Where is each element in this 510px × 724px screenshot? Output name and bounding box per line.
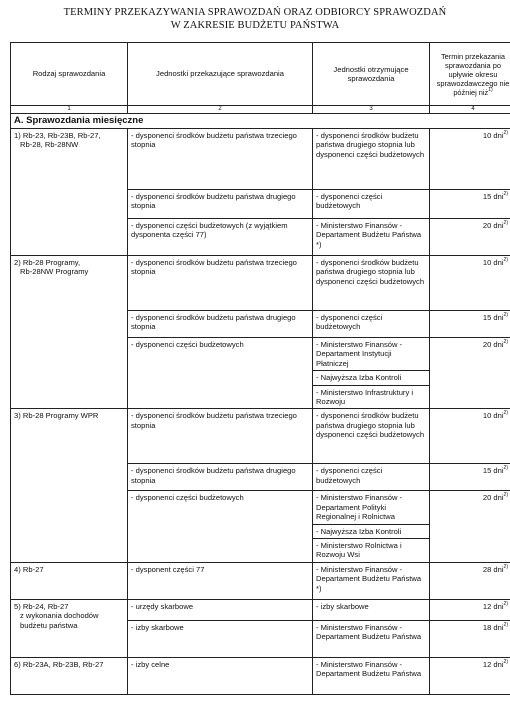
document-title <box>0 6 510 32</box>
sending-unit: - dysponenci części budżetowych <box>128 338 313 409</box>
column-number: 1 <box>11 106 128 114</box>
title-line-2: W ZAKRESIE BUDŻETU PAŃSTWA <box>170 20 340 31</box>
receiving-units-list <box>313 338 430 409</box>
table-row <box>11 256 510 311</box>
report-deadlines-table <box>10 42 510 695</box>
sending-unit: - dysponenci środków budżetu państwa trzeciego stopnia <box>128 129 313 190</box>
receiving-unit: - Najwyższa Izba Kontroli <box>313 525 429 539</box>
receiving-unit: - Ministerstwo Finansów - Departament Budżetu Państwa <box>313 620 430 657</box>
receiving-unit: - Ministerstwo Finansów - Departament Budżetu Państwa *) <box>313 219 430 256</box>
sending-unit: - urzędy skarbowe <box>128 599 313 620</box>
sending-unit: - dysponenci środków budżetu państwa drugiego stopnia <box>128 311 313 338</box>
header-sending-units: Jednostki przekazujące sprawozdania <box>128 43 313 106</box>
receiving-unit: - dysponenci środków budżetu państwa drugiego stopnia lub dysponenci części budżetowych <box>313 409 430 464</box>
sending-unit: - dysponent części 77 <box>128 562 313 599</box>
column-number: 4 <box>430 106 510 114</box>
receiving-unit: - Najwyższa Izba Kontroli <box>313 371 429 385</box>
deadline: 15 dni$^{2)}$ <box>430 464 510 491</box>
receiving-unit: - dysponenci części budżetowych <box>313 190 430 219</box>
column-number: 2 <box>128 106 313 114</box>
deadline: 10 dni$^{2)}$ <box>430 256 510 311</box>
deadline: 20 dni$^{2)}$ <box>430 338 510 409</box>
report-type: 5) Rb-24, Rb-27 z wykonania dochodów budżetu państwa <box>11 599 128 657</box>
receiving-unit: - Ministerstwo Finansów - Departament Polityki Regionalnej i Rolnictwa <box>313 491 429 524</box>
deadline: 12 dni$^{2)}$ <box>430 657 510 694</box>
table-row <box>11 599 510 620</box>
sending-unit: - dysponenci środków budżetu państwa drugiego stopnia <box>128 190 313 219</box>
report-type: 4) Rb-27 <box>11 562 128 599</box>
section-title: A. Sprawozdania miesięczne <box>11 114 510 129</box>
receiving-unit: - Ministerstwo Finansów - Departament Instytucji Płatniczej <box>313 338 429 371</box>
receiving-unit: - dysponenci części budżetowych <box>313 464 430 491</box>
receiving-unit: - Ministerstwo Rolnictwa i Rozwoju Wsi <box>316 541 402 560</box>
header-row <box>11 43 510 106</box>
table-row <box>11 409 510 464</box>
table-row <box>11 562 510 599</box>
report-type: 3) Rb-28 Programy WPR <box>11 409 128 562</box>
receiving-unit: - dysponenci środków budżetu państwa drugiego stopnia lub dysponenci części budżetowych <box>313 256 430 311</box>
header-receiving-units: Jednostki otrzymujące sprawozdania <box>313 43 430 106</box>
table-row <box>11 657 510 694</box>
deadline: 10 dni$^{2)}$ <box>430 409 510 464</box>
header-report-type: Rodzaj sprawozdania <box>11 43 128 106</box>
sending-unit: - izby skarbowe <box>128 620 313 657</box>
sending-unit: - dysponenci części budżetowych <box>128 491 313 562</box>
deadline: 18 dni$^{2)}$ <box>430 620 510 657</box>
receiving-units-list <box>313 491 430 562</box>
sending-unit: - dysponenci środków budżetu państwa trzeciego stopnia <box>128 409 313 464</box>
deadline: 20 dni$^{2)}$ <box>430 491 510 562</box>
header-deadline: Termin przekazania sprawozdania po upływie okresu sprawozdawczego nie później niż$^{1)}$ <box>430 43 510 106</box>
table-row <box>11 129 510 190</box>
section-row <box>11 114 510 129</box>
deadline: 12 dni$^{2)}$ <box>430 599 510 620</box>
receiving-unit: - dysponenci części budżetowych <box>313 311 430 338</box>
receiving-unit: - izby skarbowe <box>313 599 430 620</box>
receiving-unit: - Ministerstwo Infrastruktury i Rozwoju <box>316 387 414 407</box>
sending-unit: - dysponenci części budżetowych (z wyjątkiem dysponenta części 77) <box>128 219 313 256</box>
receiving-unit: - Ministerstwo Finansów - Departament Budżetu Państwa <box>313 657 430 694</box>
deadline: 28 dni$^{2)}$ <box>430 562 510 599</box>
title-line-1: TERMINY PRZEKAZYWANIA SPRAWOZDAŃ ORAZ ODBIORCY SPRAWOZDAŃ <box>63 7 447 18</box>
deadline: 10 dni$^{2)}$ <box>430 129 510 190</box>
receiving-unit: - dysponenci środków budżetu państwa drugiego stopnia lub dysponenci części budżetowych <box>313 129 430 190</box>
report-type: 2) Rb-28 Programy, Rb-28NW Programy <box>11 256 128 409</box>
sending-unit: - izby celne <box>128 657 313 694</box>
column-number-row <box>11 106 510 114</box>
report-type: 6) Rb-23A, Rb-23B, Rb-27 <box>11 657 128 694</box>
deadline: 15 dni$^{2)}$ <box>430 190 510 219</box>
sending-unit: - dysponenci środków budżetu państwa trzeciego stopnia <box>128 256 313 311</box>
column-number: 3 <box>313 106 430 114</box>
receiving-unit: - Ministerstwo Finansów - Departament Budżetu Państwa *) <box>313 562 430 599</box>
report-type: 1) Rb-23, Rb-23B, Rb-27, Rb-28, Rb-28NW <box>11 129 128 256</box>
deadline: 15 dni$^{2)}$ <box>430 311 510 338</box>
deadline: 20 dni$^{2)}$ <box>430 219 510 256</box>
sending-unit: - dysponenci środków budżetu państwa drugiego stopnia <box>128 464 313 491</box>
